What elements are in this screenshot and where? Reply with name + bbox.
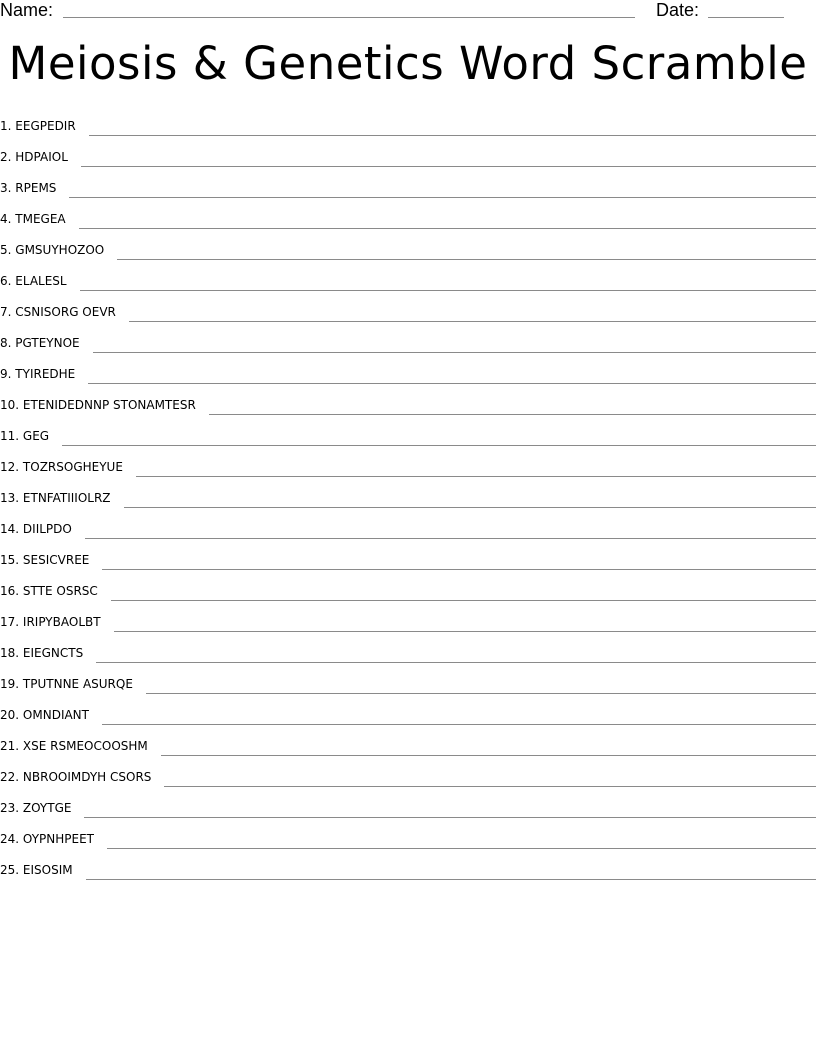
item-number: 15.: [0, 553, 20, 567]
answer-line[interactable]: [136, 475, 816, 477]
list-item: [0, 168, 816, 199]
list-item: [0, 261, 816, 292]
list-item: [0, 571, 816, 602]
scrambled-letters: NBROOIMDYH CSORS: [22, 770, 152, 784]
scrambled-word-list: [0, 106, 816, 881]
scrambled-word: [0, 553, 89, 571]
scrambled-word: [0, 708, 89, 726]
scrambled-letters: DIILPDO: [22, 522, 72, 536]
answer-line[interactable]: [85, 537, 816, 539]
list-item: [0, 788, 816, 819]
item-number: 23.: [0, 801, 20, 815]
answer-line[interactable]: [69, 196, 816, 198]
scrambled-letters: XSE RSMEOCOOSHM: [22, 739, 148, 753]
list-item: [0, 137, 816, 168]
item-number: 12.: [0, 460, 20, 474]
item-number: 22.: [0, 770, 20, 784]
scrambled-letters: OMNDIANT: [22, 708, 89, 722]
scrambled-word: [0, 212, 66, 230]
name-answer-line[interactable]: [63, 17, 635, 18]
item-number: 2.: [0, 150, 12, 164]
answer-line[interactable]: [164, 785, 816, 787]
scrambled-word: [0, 274, 67, 292]
item-number: 1.: [0, 119, 12, 133]
date-answer-line[interactable]: [708, 17, 784, 18]
answer-line[interactable]: [129, 320, 816, 322]
answer-line[interactable]: [111, 599, 816, 601]
answer-line[interactable]: [102, 568, 816, 570]
scrambled-letters: CSNISORG OEVR: [15, 305, 116, 319]
scrambled-letters: GEG: [22, 429, 50, 443]
answer-line[interactable]: [88, 382, 816, 384]
scrambled-letters: ZOYTGE: [22, 801, 72, 815]
item-number: 19.: [0, 677, 20, 691]
answer-line[interactable]: [93, 351, 816, 353]
scrambled-word: [0, 522, 72, 540]
scrambled-letters: IRIPYBAOLBT: [22, 615, 101, 629]
scrambled-word: [0, 460, 123, 478]
scrambled-word: [0, 119, 76, 137]
item-number: 7.: [0, 305, 12, 319]
item-number: 16.: [0, 584, 20, 598]
list-item: [0, 292, 816, 323]
item-number: 9.: [0, 367, 12, 381]
item-number: 20.: [0, 708, 20, 722]
item-number: 3.: [0, 181, 12, 195]
scrambled-word: [0, 646, 83, 664]
answer-line[interactable]: [114, 630, 816, 632]
list-item: [0, 819, 816, 850]
list-item: [0, 695, 816, 726]
scrambled-word: [0, 739, 148, 757]
scrambled-letters: SESICVREE: [22, 553, 90, 567]
scrambled-letters: EIEGNCTS: [22, 646, 84, 660]
answer-line[interactable]: [102, 723, 816, 725]
item-number: 17.: [0, 615, 20, 629]
scrambled-letters: ETENIDEDNNP STONAMTESR: [22, 398, 196, 412]
list-item: [0, 354, 816, 385]
item-number: 11.: [0, 429, 20, 443]
item-number: 4.: [0, 212, 12, 226]
answer-line[interactable]: [124, 506, 816, 508]
item-number: 5.: [0, 243, 12, 257]
list-item: [0, 757, 816, 788]
name-label: Name:: [0, 0, 54, 20]
scrambled-word: [0, 150, 68, 168]
answer-line[interactable]: [81, 165, 816, 167]
answer-line[interactable]: [86, 878, 816, 880]
list-item: [0, 106, 816, 137]
scrambled-letters: ETNFATIIIOLRZ: [22, 491, 111, 505]
answer-line[interactable]: [146, 692, 816, 694]
item-number: 25.: [0, 863, 20, 877]
list-item: [0, 602, 816, 633]
scrambled-word: [0, 367, 75, 385]
list-item: [0, 478, 816, 509]
scrambled-word: [0, 584, 98, 602]
worksheet-header: [0, 0, 816, 22]
answer-line[interactable]: [80, 289, 816, 291]
list-item: [0, 540, 816, 571]
scrambled-letters: TYIREDHE: [15, 367, 76, 381]
scrambled-word: [0, 615, 101, 633]
item-number: 13.: [0, 491, 20, 505]
list-item: [0, 385, 816, 416]
item-number: 6.: [0, 274, 12, 288]
scrambled-letters: EISOSIM: [22, 863, 73, 877]
scrambled-letters: EEGPEDIR: [15, 119, 76, 133]
scrambled-letters: HDPAIOL: [15, 150, 68, 164]
item-number: 10.: [0, 398, 20, 412]
scrambled-word: [0, 398, 196, 416]
list-item: [0, 416, 816, 447]
item-number: 8.: [0, 336, 12, 350]
answer-line[interactable]: [209, 413, 816, 415]
item-number: 21.: [0, 739, 20, 753]
answer-line[interactable]: [117, 258, 816, 260]
list-item: [0, 850, 816, 881]
answer-line[interactable]: [107, 847, 816, 849]
item-number: 24.: [0, 832, 20, 846]
scrambled-word: [0, 801, 71, 819]
scrambled-letters: OYPNHPEET: [22, 832, 95, 846]
scrambled-letters: PGTEYNOE: [15, 336, 80, 350]
list-item: [0, 726, 816, 757]
scrambled-letters: RPEMS: [15, 181, 57, 195]
scrambled-letters: STTE OSRSC: [22, 584, 98, 598]
scrambled-word: [0, 429, 49, 447]
list-item: [0, 509, 816, 540]
scrambled-letters: TPUTNNE ASURQE: [22, 677, 133, 691]
answer-line[interactable]: [84, 816, 816, 818]
list-item: [0, 633, 816, 664]
list-item: [0, 199, 816, 230]
scrambled-letters: GMSUYHOZOO: [15, 243, 105, 257]
list-item: [0, 230, 816, 261]
worksheet-title: Meiosis & Genetics Word Scramble: [8, 37, 808, 90]
scrambled-word: [0, 770, 151, 788]
answer-line[interactable]: [89, 134, 816, 136]
scrambled-word: [0, 181, 56, 199]
scrambled-word: [0, 677, 133, 695]
scrambled-word: [0, 863, 73, 881]
list-item: [0, 323, 816, 354]
scrambled-letters: TOZRSOGHEYUE: [22, 460, 123, 474]
date-label: Date:: [656, 0, 700, 20]
scrambled-letters: ELALESL: [15, 274, 67, 288]
scrambled-word: [0, 336, 80, 354]
item-number: 14.: [0, 522, 20, 536]
scrambled-word: [0, 491, 111, 509]
answer-line[interactable]: [96, 661, 816, 663]
list-item: [0, 664, 816, 695]
list-item: [0, 447, 816, 478]
scrambled-word: [0, 243, 104, 261]
answer-line[interactable]: [161, 754, 816, 756]
scrambled-letters: TMEGEA: [15, 212, 66, 226]
answer-line[interactable]: [79, 227, 816, 229]
scrambled-word: [0, 832, 94, 850]
scrambled-word: [0, 305, 116, 323]
item-number: 18.: [0, 646, 20, 660]
answer-line[interactable]: [62, 444, 816, 446]
